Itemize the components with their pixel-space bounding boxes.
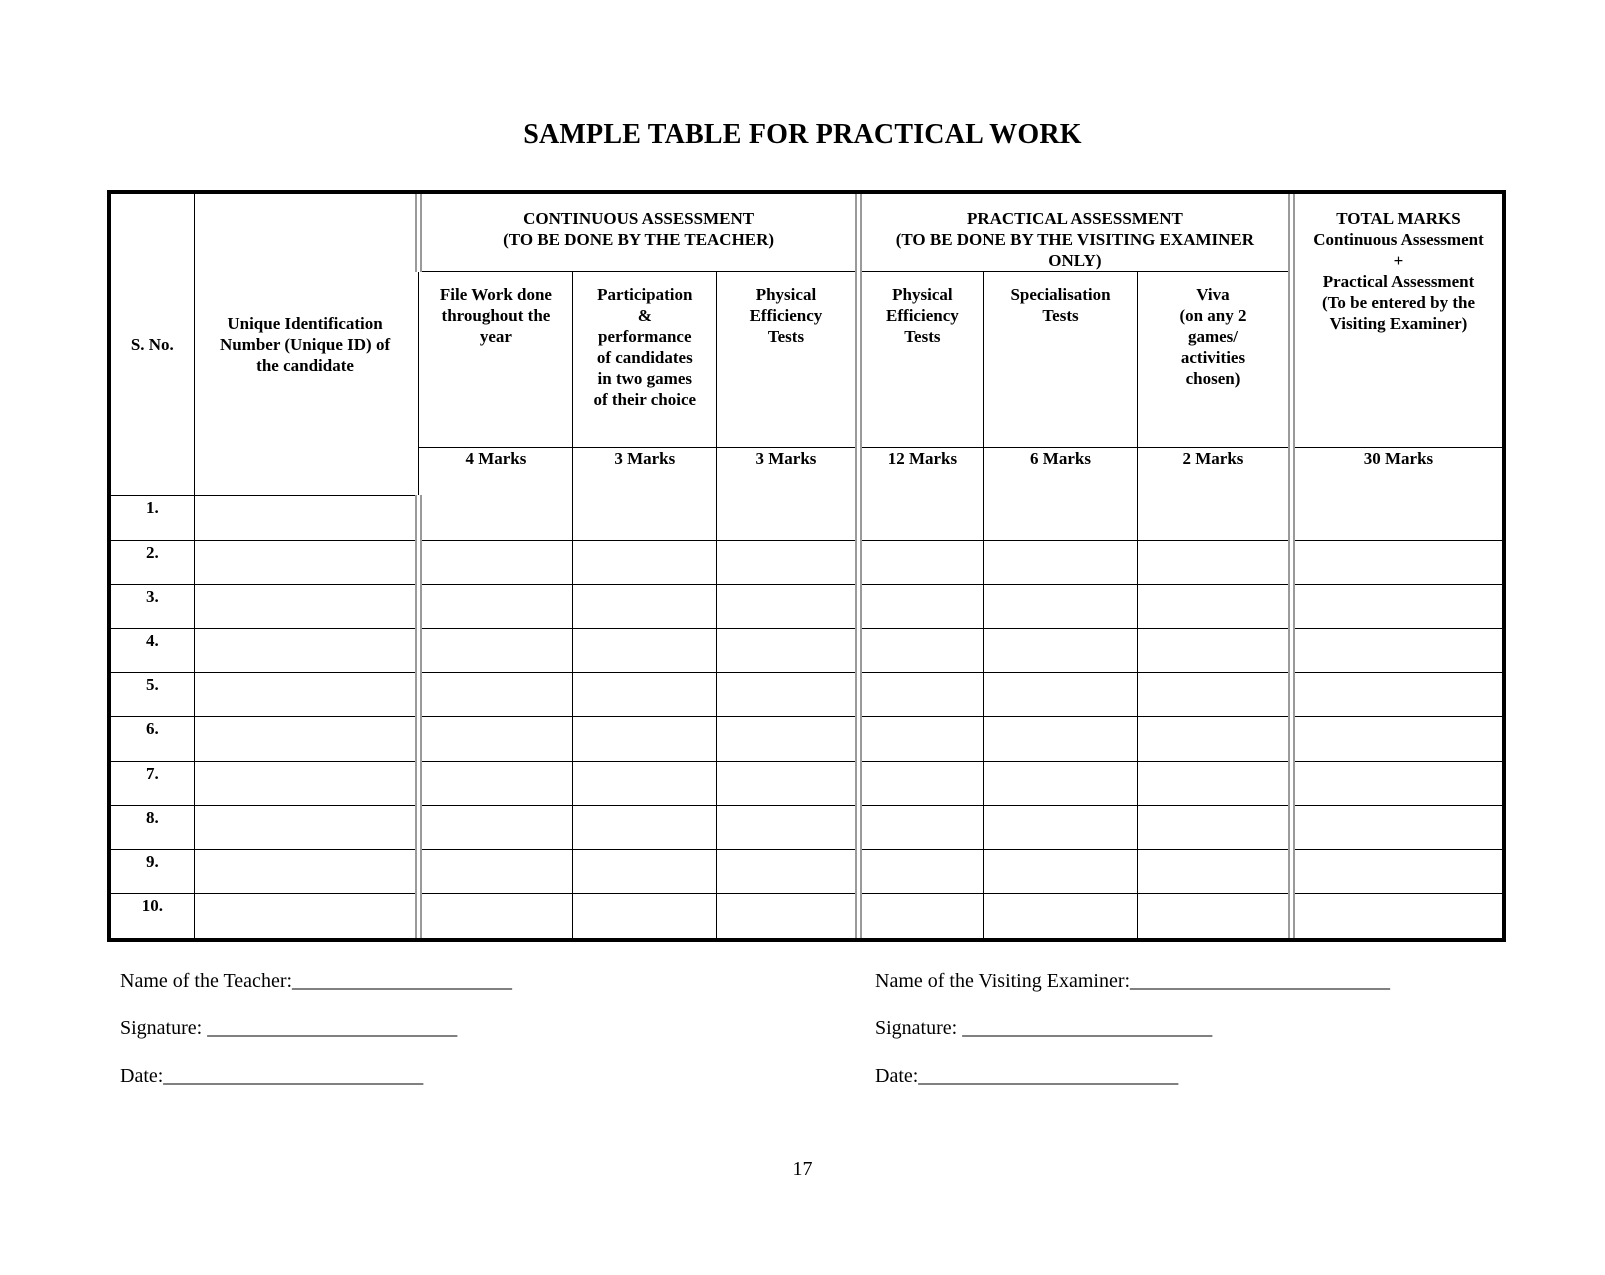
- entry-cell: [984, 496, 1138, 540]
- sub-header-line: (on any 2: [1179, 306, 1247, 326]
- entry-cell: [984, 894, 1138, 938]
- row-number: 1.: [111, 496, 194, 540]
- entry-cell: [419, 584, 573, 628]
- entry-cell: [984, 629, 1138, 673]
- entry-cell: [717, 850, 859, 894]
- entry-cell: [984, 850, 1138, 894]
- entry-cell: [1137, 540, 1291, 584]
- entry-cell: [1137, 805, 1291, 849]
- entry-cell: [419, 717, 573, 761]
- total-marks-header: [1291, 194, 1502, 448]
- continuous-assessment-header: [419, 194, 858, 272]
- practical-line-2: (TO BE DONE BY THE VISITING EXAMINER: [895, 230, 1255, 249]
- sub-header-line: Efficiency: [749, 306, 823, 326]
- entry-cell: [573, 850, 717, 894]
- entry-cell: [717, 540, 859, 584]
- entry-cell: [194, 894, 419, 938]
- entry-cell: [1291, 805, 1502, 849]
- row-number: 2.: [111, 540, 194, 584]
- entry-cell: [717, 761, 859, 805]
- practical-line-1: PRACTICAL ASSESSMENT: [966, 209, 1183, 228]
- continuous-line-2: (TO BE DONE BY THE TEACHER): [503, 230, 775, 249]
- sub-header-line: chosen): [1185, 369, 1241, 389]
- entry-cell: [194, 805, 419, 849]
- sub-header-line: Physical: [892, 285, 953, 305]
- entry-cell: [194, 761, 419, 805]
- entry-cell: [1291, 717, 1502, 761]
- entry-cell: [984, 717, 1138, 761]
- entry-cell: [1291, 894, 1502, 938]
- page-number: 17: [792, 1158, 813, 1180]
- examiner-name-field: Name of the Visiting Examiner:__________________________: [875, 970, 1391, 992]
- table-row: [111, 673, 1502, 717]
- entry-cell: [419, 673, 573, 717]
- entry-cell: [419, 850, 573, 894]
- marks-total: 30 Marks: [1291, 448, 1502, 496]
- marks-physical-efficiency-ca: 3 Marks: [717, 448, 859, 496]
- entry-cell: [858, 894, 983, 938]
- entry-cell: [984, 805, 1138, 849]
- row-number: 7.: [111, 761, 194, 805]
- total-line-3: +: [1393, 251, 1404, 270]
- entry-cell: [1137, 629, 1291, 673]
- entry-cell: [984, 761, 1138, 805]
- entry-cell: [717, 717, 859, 761]
- teacher-signature-field: Signature: _________________________: [120, 1017, 458, 1039]
- table-row: [111, 761, 1502, 805]
- sub-header-line: in two games: [597, 369, 692, 389]
- entry-cell: [419, 894, 573, 938]
- entry-cell: [858, 584, 983, 628]
- examiner-signature-field: Signature: _________________________: [875, 1017, 1213, 1039]
- sub-header-line: &: [637, 306, 652, 326]
- row-number: 3.: [111, 584, 194, 628]
- entry-cell: [419, 540, 573, 584]
- entry-cell: [573, 894, 717, 938]
- teacher-date-field: Date:__________________________: [120, 1065, 424, 1087]
- sub-header-line: File Work done: [439, 285, 552, 305]
- entry-cell: [419, 496, 573, 540]
- entry-cell: [1137, 673, 1291, 717]
- marks-physical-efficiency-pa: 12 Marks: [858, 448, 983, 496]
- entry-cell: [1291, 540, 1502, 584]
- row-number: 6.: [111, 717, 194, 761]
- entry-cell: [1291, 629, 1502, 673]
- entry-cell: [573, 805, 717, 849]
- entry-cell: [419, 805, 573, 849]
- entry-cell: [984, 673, 1138, 717]
- entry-cell: [717, 894, 859, 938]
- table-row: [111, 629, 1502, 673]
- entry-cell: [1291, 673, 1502, 717]
- row-number: 4.: [111, 629, 194, 673]
- entry-cell: [858, 673, 983, 717]
- sub-header-line: year: [479, 327, 512, 347]
- entry-cell: [984, 540, 1138, 584]
- entry-cell: [573, 540, 717, 584]
- sub-header-physical-efficiency-ca: [717, 272, 859, 448]
- total-line-1: TOTAL MARKS: [1336, 209, 1461, 228]
- entry-cell: [1137, 496, 1291, 540]
- sub-header-line: Tests: [1042, 306, 1079, 326]
- total-line-6: Visiting Examiner): [1329, 314, 1468, 333]
- entry-cell: [573, 584, 717, 628]
- entry-cell: [717, 584, 859, 628]
- table-row: [111, 496, 1502, 540]
- sub-header-line: Participation: [597, 285, 693, 305]
- examiner-date-field: Date:__________________________: [875, 1065, 1179, 1087]
- teacher-name-field: Name of the Teacher:______________________: [120, 970, 513, 992]
- sno-header: S. No.: [111, 194, 194, 496]
- sub-header-line: Specialisation: [1010, 285, 1111, 305]
- entry-cell: [1291, 761, 1502, 805]
- sub-header-line: of candidates: [596, 348, 693, 368]
- row-number: 9.: [111, 850, 194, 894]
- entry-cell: [1137, 850, 1291, 894]
- table-row: [111, 584, 1502, 628]
- entry-cell: [858, 805, 983, 849]
- table-row: [111, 850, 1502, 894]
- total-line-4: Practical Assessment: [1322, 272, 1475, 291]
- sub-header-line: Efficiency: [886, 306, 959, 326]
- entry-cell: [573, 496, 717, 540]
- entry-cell: [717, 496, 859, 540]
- total-line-2: Continuous Assessment: [1313, 230, 1484, 249]
- sub-header-participation: [573, 272, 717, 448]
- entry-cell: [1137, 761, 1291, 805]
- entry-cell: [419, 761, 573, 805]
- entry-cell: [194, 540, 419, 584]
- row-number: 10.: [111, 894, 194, 938]
- table-row: [111, 894, 1502, 938]
- entry-cell: [573, 717, 717, 761]
- entry-cell: [194, 496, 419, 540]
- marks-specialisation: 6 Marks: [984, 448, 1138, 496]
- row-number: 8.: [111, 805, 194, 849]
- uid-header: Unique Identification Number (Unique ID) of the candidate: [194, 194, 419, 496]
- sub-header-line: Tests: [767, 327, 805, 347]
- entry-cell: [1291, 496, 1502, 540]
- sub-header-line: activities: [1180, 348, 1246, 368]
- entry-cell: [419, 629, 573, 673]
- entry-cell: [194, 629, 419, 673]
- table-row: [111, 805, 1502, 849]
- marks-file-work: 4 Marks: [419, 448, 573, 496]
- entry-cell: [194, 584, 419, 628]
- entry-cell: [573, 629, 717, 673]
- practical-line-3: ONLY): [1048, 251, 1102, 270]
- sub-header-line: Viva: [1196, 285, 1230, 305]
- continuous-line-1: CONTINUOUS ASSESSMENT: [523, 209, 755, 228]
- entry-cell: [858, 761, 983, 805]
- sub-header-viva: [1137, 272, 1291, 448]
- entry-cell: [1137, 894, 1291, 938]
- practical-work-table: [107, 190, 1506, 942]
- sub-header-line: throughout the: [441, 306, 551, 326]
- row-number: 5.: [111, 673, 194, 717]
- entry-cell: [1137, 717, 1291, 761]
- sub-header-line: Tests: [904, 327, 941, 347]
- practical-assessment-header: [858, 194, 1291, 272]
- sub-header-line: of their choice: [593, 390, 697, 410]
- entry-cell: [1137, 584, 1291, 628]
- entry-cell: [858, 850, 983, 894]
- total-line-5: (To be entered by the: [1321, 293, 1475, 312]
- entry-cell: [858, 717, 983, 761]
- sub-header-line: performance: [598, 327, 692, 347]
- entry-cell: [717, 629, 859, 673]
- entry-cell: [1291, 850, 1502, 894]
- entry-cell: [573, 761, 717, 805]
- table-row: [111, 717, 1502, 761]
- sub-header-specialisation: [984, 272, 1138, 448]
- entry-cell: [984, 584, 1138, 628]
- entry-cell: [858, 496, 983, 540]
- table-row: [111, 540, 1502, 584]
- entry-cell: [194, 717, 419, 761]
- sub-header-file-work: [419, 272, 573, 448]
- entry-cell: [194, 673, 419, 717]
- entry-cell: [858, 540, 983, 584]
- entry-cell: [858, 629, 983, 673]
- sub-header-line: games/: [1187, 327, 1238, 347]
- entry-cell: [717, 805, 859, 849]
- sub-header-physical-efficiency-pa: [858, 272, 983, 448]
- page-title: SAMPLE TABLE FOR PRACTICAL WORK: [523, 119, 1082, 150]
- entry-cell: [1291, 584, 1502, 628]
- sub-header-line: Physical: [755, 285, 817, 305]
- entry-cell: [717, 673, 859, 717]
- entry-cell: [573, 673, 717, 717]
- marks-participation: 3 Marks: [573, 448, 717, 496]
- marks-viva: 2 Marks: [1137, 448, 1291, 496]
- entry-cell: [194, 850, 419, 894]
